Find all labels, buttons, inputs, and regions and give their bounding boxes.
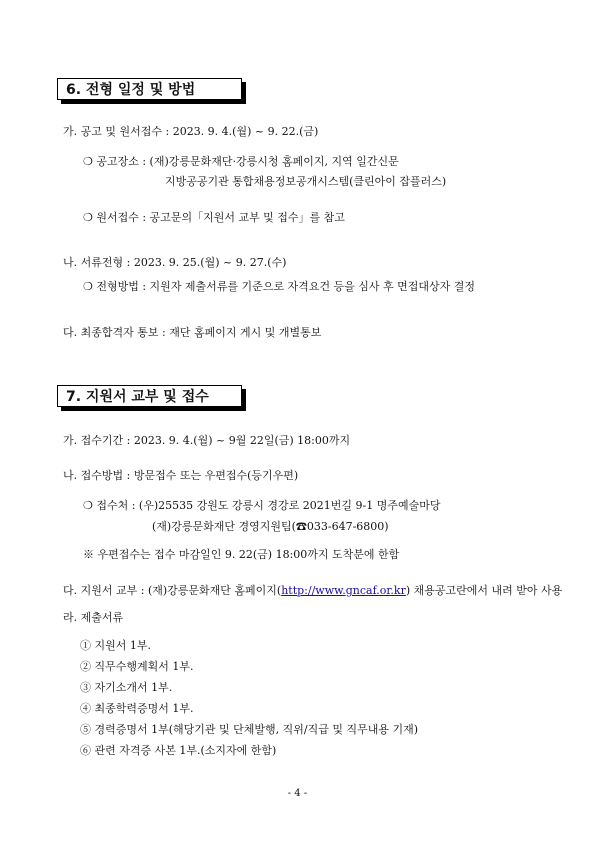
document-screening-line: 나. 서류전형 : 2023. 9. 25.(월) ~ 9. 27.(수) — [63, 256, 287, 269]
form-distribution-line — [63, 584, 562, 598]
notice-place-line-2: 지방공공기관 통합채용정보공개시스템(클린아이 잡플러스) — [165, 175, 447, 188]
postal-note-line: ※ 우편접수는 접수 마감일인 9. 22(금) 18:00까지 도착분에 한함 — [83, 548, 400, 561]
application-reference-line: ❍ 원서접수 : 공고문의「지원서 교부 및 접수」를 참고 — [83, 211, 345, 224]
schedule-application-line: 가. 공고 및 원서접수 : 2023. 9. 4.(월) ~ 9. 22.(금) — [63, 125, 319, 138]
page-number: - 4 - — [287, 788, 308, 799]
list-item: ⑤ 경력증명서 1부(해당기관 및 단체발행, 직위/직급 및 직무내용 기재) — [80, 723, 419, 736]
list-item: ④ 최종학력증명서 1부. — [80, 702, 194, 715]
foundation-website-link[interactable]: http://www.gncaf.or.kr — [281, 584, 406, 597]
list-item: ③ 자기소개서 1부. — [80, 681, 173, 694]
notice-place-line-1: ❍ 공고장소 : (재)강릉문화재단·강릉시청 홈페이지, 지역 일간신문 — [83, 155, 399, 168]
list-item: ① 지원서 1부. — [80, 639, 151, 652]
final-notification-line: 다. 최종합격자 통보 : 재단 홈페이지 게시 및 개별통보 — [63, 326, 322, 339]
reception-method-line: 나. 접수방법 : 방문접수 또는 우편접수(등기우편) — [63, 469, 299, 482]
list-item: ⑥ 관련 자격증 사본 1부.(소지자에 한함) — [80, 744, 277, 757]
screening-method-line: ❍ 전형방법 : 지원자 제출서류를 기준으로 자격요건 등을 심사 후 면접대상자 결정 — [83, 280, 476, 293]
section-7-heading: 7. 지원서 교부 및 접수 — [57, 385, 242, 407]
reception-address-line-2: (재)강릉문화재단 경영지원팀(☎033-647-6800) — [152, 520, 389, 533]
form-distribution-prefix: 다. 지원서 교부 : (재)강릉문화재단 홈페이지( — [63, 584, 282, 597]
form-distribution-suffix: ) 채용공고란에서 내려 받아 사용 — [405, 584, 563, 597]
submission-documents-line: 라. 제출서류 — [63, 611, 124, 624]
list-item: ② 직무수행계획서 1부. — [80, 660, 194, 673]
reception-address-line-1: ❍ 접수처 : (우)25535 강원도 강릉시 경강로 2021번길 9-1 명주예술마당 — [83, 499, 441, 512]
section-6-heading: 6. 전형 일정 및 방법 — [57, 78, 242, 100]
reception-period-line: 가. 접수기간 : 2023. 9. 4.(월) ~ 9월 22일(금) 18:00까지 — [63, 434, 351, 447]
